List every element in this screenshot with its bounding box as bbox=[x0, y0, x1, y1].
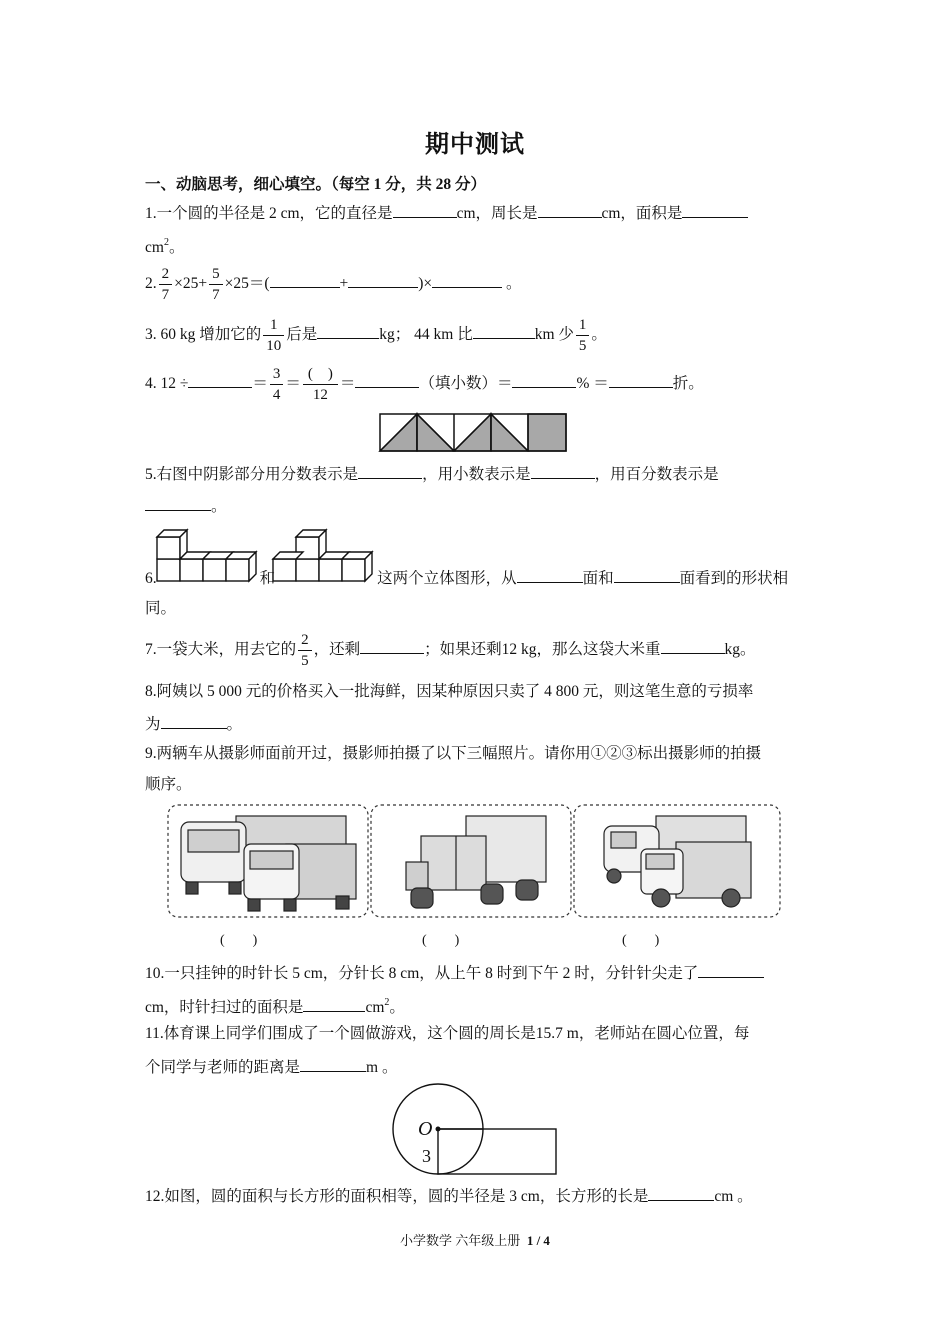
answer-blank[interactable] bbox=[473, 322, 535, 339]
truck-front-view bbox=[181, 816, 356, 911]
question-12: 12.如图，圆的面积与长方形的面积相等，圆的半径是 3 cm，长方形的长是 cm 。 bbox=[145, 1184, 753, 1208]
fraction: $\frac{3}{4}$ bbox=[270, 365, 284, 404]
question-1: 1.一个圆的半径是 2 cm，它的直径是 cm，周长是 cm，面积是 bbox=[145, 201, 748, 225]
answer-blank[interactable] bbox=[145, 494, 211, 511]
order-answer-3[interactable]: ( ) bbox=[622, 933, 660, 948]
shaded-strip-figure bbox=[380, 414, 568, 452]
answer-blank[interactable] bbox=[348, 271, 418, 288]
question-5: 5.右图中阴影部分用分数表示是 ，用小数表示是 ，用百分数表示是 bbox=[145, 462, 719, 486]
order-answer-2[interactable]: ( ) bbox=[422, 933, 460, 948]
question-4: 4. 12 ÷ ＝ $\frac{3}{4}$ ＝ $\frac{( )}{12}$ ＝ （填小数）＝ % ＝ 折。 bbox=[145, 365, 704, 403]
question-8: 8.阿姨以 5 000 元的价格买入一批海鲜，因某种原因只卖了 4 800 元，则这笔生意的亏损率 bbox=[145, 683, 754, 700]
rectangle bbox=[438, 1129, 556, 1174]
fraction: $\frac{1}{10}$ bbox=[263, 316, 284, 355]
answer-blank[interactable] bbox=[661, 637, 725, 654]
shaded-square bbox=[528, 414, 566, 451]
page-title: 期中测试 bbox=[425, 132, 525, 158]
radius-label: 3 bbox=[422, 1146, 431, 1166]
fraction: $\frac{2}{5}$ bbox=[298, 631, 312, 670]
center-label: O bbox=[418, 1118, 433, 1140]
answer-blank[interactable] bbox=[270, 271, 340, 288]
question-10: 10.一只挂钟的时针长 5 cm，分针长 8 cm，从上午 8 时到下午 2 时，分针针尖走了 bbox=[145, 961, 764, 985]
answer-blank[interactable] bbox=[698, 961, 764, 978]
answer-blank[interactable] bbox=[188, 371, 252, 388]
page-footer: 小学数学 六年级上册 1 / 4 bbox=[400, 1233, 550, 1248]
question-7: 7.一袋大米，用去它的 $\frac{2}{5}$ ，还剩 ；如果还剩12 kg，那么这袋大米重 kg。 bbox=[145, 631, 756, 669]
fraction: $\frac{1}{5}$ bbox=[576, 316, 590, 355]
question-10-cont: cm，时针扫过的面积是 $cm^2$。 bbox=[145, 997, 405, 1016]
answer-blank[interactable] bbox=[317, 322, 379, 339]
fraction: $\frac{5}{7}$ bbox=[209, 265, 223, 304]
answer-blank[interactable] bbox=[648, 1184, 714, 1201]
question-3: 3. 60 kg 增加它的 $\frac{1}{10}$ 后是 kg； 44 km 比 km 少 $\frac{1}{5}$ 。 bbox=[145, 316, 607, 354]
page-number: 1 / 4 bbox=[526, 1233, 550, 1248]
question-11-cont: 个同学与老师的距离是 m 。 bbox=[145, 1055, 397, 1079]
question-5-cont: 。 bbox=[145, 494, 227, 518]
circle-rectangle-figure bbox=[390, 1083, 560, 1177]
question-8-cont: 为 。 bbox=[145, 712, 242, 736]
answer-blank[interactable] bbox=[355, 371, 419, 388]
answer-blank[interactable] bbox=[393, 201, 457, 218]
answer-blank[interactable] bbox=[303, 995, 365, 1012]
answer-blank[interactable] bbox=[609, 371, 673, 388]
fraction-blank[interactable]: $\frac{( )}{12}$ bbox=[303, 365, 338, 404]
answer-blank[interactable] bbox=[517, 566, 583, 583]
truck-side-view bbox=[604, 816, 751, 907]
question-9: 9.两辆车从摄影师面前开过，摄影师拍摄了以下三幅照片。请你用①②③标出摄影师的拍摄 bbox=[145, 745, 762, 762]
answer-blank[interactable] bbox=[432, 271, 502, 288]
answer-blank[interactable] bbox=[614, 566, 680, 583]
question-1-cont: $cm^2$。 bbox=[145, 237, 185, 256]
answer-blank[interactable] bbox=[358, 462, 422, 479]
question-2: 2. $\frac{2}{7}$ ×25+ $\frac{5}{7}$ ×25＝( + )× 。 bbox=[145, 265, 522, 303]
answer-blank[interactable] bbox=[300, 1055, 366, 1072]
truck-rear-view bbox=[406, 816, 546, 908]
question-6-cont: 同。 bbox=[145, 600, 177, 617]
order-answer-1[interactable]: ( ) bbox=[220, 933, 258, 948]
center-point bbox=[436, 1127, 441, 1132]
photo-panels bbox=[166, 804, 782, 920]
answer-blank[interactable] bbox=[360, 637, 424, 654]
fraction: $\frac{2}{7}$ bbox=[159, 265, 173, 304]
answer-blank[interactable] bbox=[531, 462, 595, 479]
answer-blank[interactable] bbox=[538, 201, 602, 218]
answer-blank[interactable] bbox=[682, 201, 748, 218]
question-11: 11.体育课上同学们围成了一个圆做游戏，这个圆的周长是15.7 m，老师站在圆心位置，每 bbox=[145, 1025, 750, 1042]
answer-blank[interactable] bbox=[161, 712, 227, 729]
question-6: 6. 和 这两个立体图形，从 面和 面看到的形状相 bbox=[145, 566, 788, 590]
question-9-cont: 顺序。 bbox=[145, 776, 192, 793]
section-heading-1: 一、动脑思考，细心填空。（每空 1 分，共 28 分） bbox=[145, 176, 487, 193]
answer-blank[interactable] bbox=[512, 371, 576, 388]
